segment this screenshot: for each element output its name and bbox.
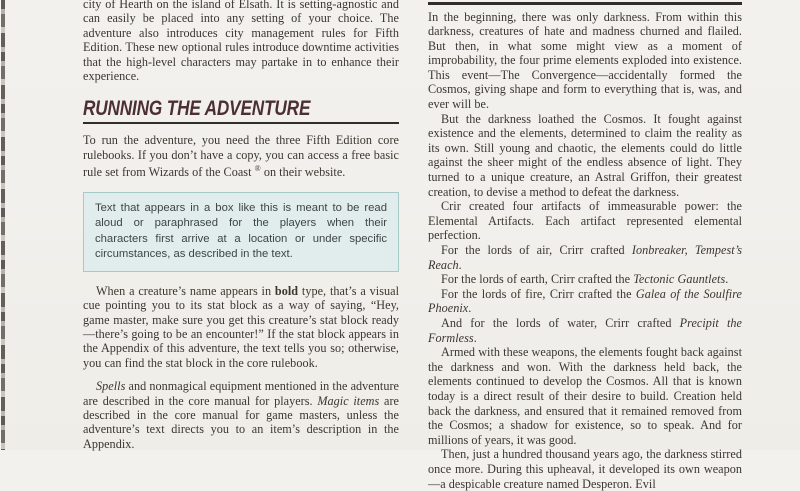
- italic-text: Galea of the Soulfire Phoenix: [428, 287, 742, 316]
- italic-text: Spells: [96, 379, 125, 393]
- spells-paragraph: [83, 379, 399, 451]
- text-run: Crir created four artifacts of immeasurable power: the Elemental Artifacts. Each artifact represented elemental perfection.: [428, 199, 742, 242]
- text-run: But the darkness loathed the Cosmos. It fought against existence and the elements, determined to claim the reality as its own. Still young and chaotic, the elements could do little against the sheer might of the endless absence of light. They turned to a unique creature, an Astral Griffon, their greatest creation, to devise a method to defeat the darkness.: [428, 112, 742, 199]
- page-torn-edge: [0, 0, 5, 450]
- lore-paragraph: [428, 287, 742, 316]
- text-run: .: [468, 301, 471, 315]
- text-run: For the lords of air, Crirr crafted: [441, 243, 632, 257]
- lore-paragraph: [428, 272, 742, 287]
- lore-paragraph: [428, 112, 742, 200]
- text-run: .: [459, 258, 462, 272]
- text-run: For the lords of fire, Crirr crafted the: [441, 287, 636, 301]
- text-run: type, that’s a visual cue pointing you to its stat block as a way of saying, “Hey, game master, make sure you get this creature’s stat block ready—there’s going to be an encounter!” If the stat block appears in the Appendix of this adventure, the text tells you so; otherwise, you can find the stat block in the core rulebook.: [83, 284, 399, 370]
- lore-paragraph: [428, 199, 742, 243]
- lore-paragraph: [428, 10, 742, 112]
- lore-paragraph: [428, 316, 742, 345]
- text-run: and nonmagical equipment mentioned in the adventure are described in the core manual for players.: [83, 379, 399, 407]
- text-run: To run the adventure, you need the three Fifth Edition core rulebooks. If you don’t have a copy, you can access a free basic rule set from Wizards of the Coast: [83, 133, 399, 179]
- text-run: Armed with these weapons, the elements fought back against the darkness and won. With the darkness held back, the elements continued to develop the Cosmos. All that is known today is a direct result of their desire to build. Creation held back the darkness, and ensured that it remained removed from the Cosmos; a shadow for existence, so to speak. And for millions of years, it was good.: [428, 345, 742, 447]
- text-run: ®: [255, 164, 261, 173]
- italic-text: Precipit the Formless: [428, 316, 742, 345]
- italic-text: Ionbreaker, Tempest’s Reach: [428, 243, 742, 272]
- bold-note-paragraph: [83, 284, 399, 370]
- heading-rule: [83, 122, 399, 124]
- lore-paragraph: [428, 243, 742, 272]
- intro-continued-paragraph: [83, 0, 399, 83]
- text-run: And for the lords of water, Crirr crafted: [441, 316, 680, 330]
- text-run: on their website.: [261, 165, 346, 179]
- text-run: Then, just a hundred thousand years ago, the darkness stirred once more. During this upheaval, it developed its own weapon—a despicable creature named Desperon. Evil: [428, 447, 742, 490]
- text-run: .: [725, 272, 728, 286]
- text-run: .: [474, 331, 477, 345]
- text-run: For the lords of earth, Crirr crafted the: [441, 272, 633, 286]
- italic-text: Tectonic Gauntlets: [633, 272, 725, 286]
- text-run: are described in the core manual for game masters, unless the adventure’s text directs you to an item’s description in the Appendix.: [83, 394, 399, 451]
- lore-paragraph: [428, 345, 742, 447]
- column-top-rule: [428, 2, 742, 5]
- lore-paragraph-list: [428, 10, 742, 491]
- lore-paragraph: [428, 447, 742, 491]
- right-column: [428, 0, 742, 491]
- readaloud-box: Text that appears in a box like this is meant to be read aloud or paraphrased for the players when their characters first arrive at a location or under specific circumstances, as described in the text.: [83, 192, 399, 272]
- text-run: city of Hearth on the island of Elsath. It is setting-agnostic and can easily be placed into any setting of your choice. The adventure also introduces city management rules for Fifth Edition. These new optional rules introduce downtime activities that the high-level characters may partake in to enhance their experience.: [83, 0, 399, 83]
- left-column: [83, 0, 399, 451]
- italic-text: Magic items: [317, 394, 379, 408]
- bold-text: bold: [275, 284, 298, 298]
- rulebooks-paragraph: [83, 133, 399, 179]
- paragraph-spacer: [83, 370, 399, 379]
- section-heading-running-the-adventure: RUNNING THE ADVENTURE: [83, 97, 336, 119]
- text-run: In the beginning, there was only darkness. From within this darkness, creatures of hate and madness churned and flailed. But then, in what some might view as a moment of improbability, the four prime elements exploded into existence. This event—The Convergence—accidentally formed the Cosmos, giving shape and form to everything that is, was, and ever will be.: [428, 10, 742, 112]
- text-run: When a creature’s name appears in: [96, 284, 275, 298]
